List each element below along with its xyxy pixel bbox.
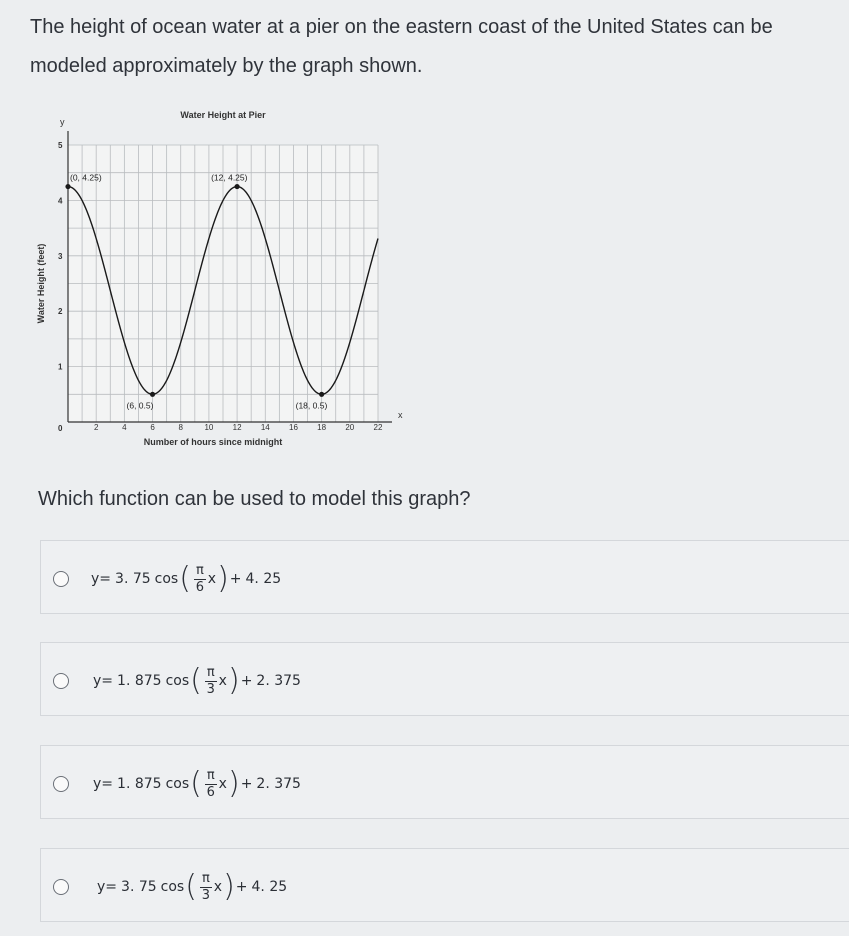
radio-button[interactable] — [53, 673, 69, 689]
formula — [97, 865, 287, 909]
left-paren: ( — [185, 869, 197, 904]
formula-constant: 2. 375 — [256, 776, 301, 792]
formula-function: cos — [160, 879, 185, 895]
left-paren: ( — [190, 663, 202, 698]
formula-plus: + — [235, 879, 248, 895]
fraction-numerator: π — [195, 562, 204, 578]
radio-button[interactable] — [53, 571, 69, 587]
data-point — [65, 184, 70, 189]
point-label: (18, 0.5) — [295, 400, 328, 411]
y-axis-label: Water Height (feet) — [36, 243, 46, 324]
formula-constant: 2. 375 — [256, 673, 301, 689]
radio-button[interactable] — [53, 776, 69, 792]
formula-variable: x — [213, 879, 223, 895]
chart-title: Water Height at Pier — [180, 110, 266, 120]
x-tick-label: 8 — [178, 423, 183, 432]
y-axis-letter: y — [60, 117, 65, 127]
formula-constant: 4. 25 — [251, 879, 288, 895]
fraction — [205, 768, 217, 801]
fraction-numerator: π — [206, 664, 215, 680]
right-paren: ) — [227, 663, 240, 698]
answer-choice-3[interactable] — [40, 745, 849, 819]
answer-choice-1[interactable] — [40, 540, 849, 614]
right-paren: ) — [217, 561, 229, 596]
origin-label: 0 — [58, 424, 63, 433]
right-paren: ) — [227, 766, 240, 801]
left-paren: ( — [179, 561, 191, 596]
formula-coefficient: 1. 875 — [117, 776, 162, 792]
answer-choice-4[interactable] — [40, 848, 849, 922]
formula-function: cos — [165, 776, 190, 792]
water-height-chart — [28, 100, 418, 460]
formula-function: cos — [154, 571, 179, 587]
right-paren: ) — [223, 869, 235, 904]
x-tick-label: 12 — [232, 423, 242, 432]
point-label: (0, 4.25) — [70, 172, 102, 183]
x-axis-letter: x — [398, 410, 403, 420]
formula-equals: = — [105, 879, 118, 895]
fraction-denominator: 6 — [206, 784, 215, 800]
fraction-denominator: 3 — [206, 681, 215, 697]
x-tick-label: 6 — [150, 423, 155, 432]
x-axis-label: Number of hours since midnight — [143, 437, 283, 447]
formula-lhs: y — [93, 673, 102, 689]
left-paren: ( — [190, 766, 202, 801]
chart — [28, 100, 418, 460]
y-tick-label: 5 — [58, 141, 63, 150]
y-tick-label: 1 — [58, 362, 63, 372]
y-tick-label: 2 — [58, 307, 63, 317]
question-prompt: Which function can be used to model this graph? — [38, 488, 471, 510]
formula-plus: + — [240, 776, 253, 792]
formula-variable: x — [218, 673, 227, 689]
x-tick-label: 20 — [345, 423, 355, 432]
x-tick-label: 22 — [373, 423, 383, 432]
fraction — [200, 871, 212, 904]
formula — [93, 659, 301, 703]
fraction — [205, 665, 217, 698]
y-tick-label: 4 — [58, 196, 63, 206]
formula-equals: = — [101, 673, 114, 689]
formula-variable: x — [218, 776, 227, 792]
formula-coefficient: 3. 75 — [121, 879, 157, 895]
formula-equals: = — [99, 571, 112, 587]
point-label: (12, 4.25) — [211, 172, 248, 183]
data-point — [234, 184, 239, 189]
radio-button[interactable] — [53, 879, 69, 895]
formula-variable: x — [207, 571, 217, 587]
answer-choice-2[interactable] — [40, 642, 849, 716]
formula-equals: = — [101, 776, 114, 792]
x-tick-label: 4 — [122, 423, 127, 432]
formula-lhs: y — [91, 571, 100, 587]
fraction-denominator: 6 — [195, 579, 204, 595]
formula — [91, 557, 281, 601]
fraction-numerator: π — [206, 767, 215, 783]
fraction-numerator: π — [201, 870, 210, 886]
formula-plus: + — [240, 673, 253, 689]
x-tick-label: 14 — [260, 423, 270, 432]
question-stem: The height of ocean water at a pier on the eastern coast of the United States can be modeled approximately by the graph shown. — [30, 16, 773, 77]
x-tick-label: 16 — [289, 423, 298, 432]
y-tick-label: 3 — [58, 251, 63, 261]
formula-lhs: y — [97, 879, 106, 895]
fraction-denominator: 3 — [201, 887, 210, 903]
point-label: (6, 0.5) — [126, 400, 154, 411]
formula-coefficient: 1. 875 — [117, 673, 162, 689]
formula-constant: 4. 25 — [245, 571, 282, 587]
formula-lhs: y — [93, 776, 102, 792]
formula-coefficient: 3. 75 — [115, 571, 151, 587]
formula-plus: + — [229, 571, 242, 587]
x-tick-label: 10 — [204, 423, 214, 432]
formula-function: cos — [165, 673, 190, 689]
x-tick-label: 2 — [93, 423, 99, 432]
formula — [93, 762, 301, 806]
x-tick-label: 18 — [317, 423, 327, 432]
data-point — [150, 392, 155, 397]
fraction — [194, 563, 206, 596]
data-point — [319, 392, 324, 397]
